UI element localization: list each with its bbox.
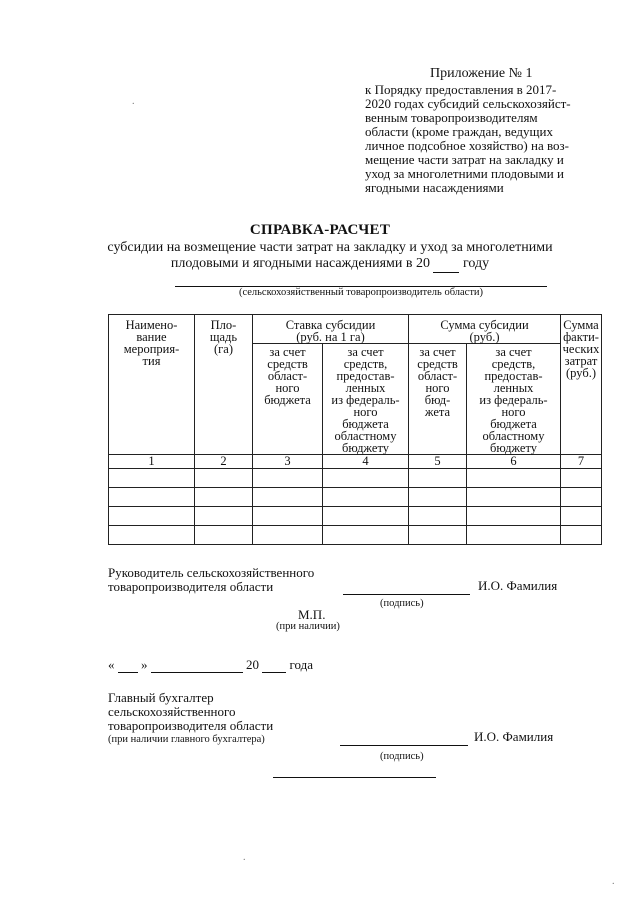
table-cell[interactable] xyxy=(109,469,195,488)
column-number: 1 xyxy=(109,455,195,469)
scan-dot: . xyxy=(612,876,615,887)
table-row xyxy=(109,488,602,507)
column-number: 4 xyxy=(323,455,409,469)
table-row xyxy=(109,469,602,488)
producer-caption: (сельскохозяйственный товаропроизводитель области) xyxy=(238,287,484,298)
table-cell[interactable] xyxy=(253,469,323,488)
subtitle-line-2: плодовыми и ягодными насаждениями в 20 году xyxy=(170,256,490,271)
table-cell[interactable] xyxy=(253,507,323,526)
stamp-label: М.П. xyxy=(298,607,326,622)
table-cell[interactable] xyxy=(195,469,253,488)
column-number: 6 xyxy=(467,455,561,469)
header-rate-regional: за счет средств област- ного бюджета xyxy=(253,344,323,455)
order-line: области (кроме граждан, ведущих xyxy=(365,124,554,139)
table-cell[interactable] xyxy=(109,507,195,526)
table-cell[interactable] xyxy=(467,469,561,488)
bottom-rule xyxy=(273,777,436,778)
header-subsidy-sum: Сумма субсидии (руб.) xyxy=(409,315,561,344)
order-line: личное подсобное хозяйство) на воз- xyxy=(365,138,569,153)
table-cell[interactable] xyxy=(409,469,467,488)
header-sum-federal: за счет средств, предостав- ленных из федераль- ного бюджета областному бюджету xyxy=(467,344,561,455)
accountant-signature-line[interactable] xyxy=(340,745,468,746)
signature-caption: (подпись) xyxy=(380,598,424,609)
column-number: 3 xyxy=(253,455,323,469)
document-title: СПРАВКА-РАСЧЕТ xyxy=(249,222,391,238)
day-blank[interactable] xyxy=(118,658,138,673)
table-cell[interactable] xyxy=(323,488,409,507)
column-number-row xyxy=(109,455,602,469)
table-cell[interactable] xyxy=(561,526,602,545)
table-cell[interactable] xyxy=(467,507,561,526)
calculation-table xyxy=(108,314,602,545)
order-line: ягодными насаждениями xyxy=(365,180,504,195)
table-cell[interactable] xyxy=(109,526,195,545)
table-cell[interactable] xyxy=(561,469,602,488)
head-name: И.О. Фамилия xyxy=(478,578,558,593)
order-line: к Порядку предоставления в 2017- xyxy=(365,82,557,97)
header-rate-federal: за счет средств, предостав- ленных из федераль- ного бюджета областному бюджету xyxy=(323,344,409,455)
column-number: 5 xyxy=(409,455,467,469)
head-title: Руководитель сельскохозяйственного товаропроизводителя области xyxy=(108,565,315,594)
signature-caption-2: (подпись) xyxy=(380,751,424,762)
date-line: « » 20 года xyxy=(108,657,314,672)
scan-dot: . xyxy=(243,852,246,863)
header-subsidy-rate: Ставка субсидии (руб. на 1 га) xyxy=(253,315,409,344)
table-cell[interactable] xyxy=(253,526,323,545)
order-line: уход за многолетними плодовыми и xyxy=(365,166,564,181)
table-cell[interactable] xyxy=(323,507,409,526)
table-cell[interactable] xyxy=(109,488,195,507)
table-row xyxy=(109,507,602,526)
table-cell[interactable] xyxy=(195,488,253,507)
table-cell[interactable] xyxy=(467,488,561,507)
header-actual-costs: Сумма факти- ческих затрат (руб.) xyxy=(561,315,602,455)
month-blank[interactable] xyxy=(151,658,243,673)
table-cell[interactable] xyxy=(195,507,253,526)
order-line: мещение части затрат на закладку и xyxy=(365,152,564,167)
table-cell[interactable] xyxy=(409,507,467,526)
header-area: Пло- щадь (га) xyxy=(195,315,253,455)
order-line: венным товаропроизводителям xyxy=(365,110,538,125)
accountant-title: Главный бухгалтер сельскохозяйственного товаропроизводителя области xyxy=(108,690,274,733)
table-cell[interactable] xyxy=(195,526,253,545)
stamp-note: (при наличии) xyxy=(276,621,340,632)
accountant-note: (при наличии главного бухгалтера) xyxy=(108,734,265,745)
table-cell[interactable] xyxy=(467,526,561,545)
accountant-name: И.О. Фамилия xyxy=(474,729,554,744)
year-blank-date[interactable] xyxy=(262,658,286,673)
order-line: 2020 годах субсидий сельскохозяйст- xyxy=(365,96,571,111)
table-cell[interactable] xyxy=(253,488,323,507)
header-sum-regional: за счет средств област- ного бюд- жета xyxy=(409,344,467,455)
table-row xyxy=(109,526,602,545)
head-signature-line[interactable] xyxy=(343,594,470,595)
table-cell[interactable] xyxy=(409,488,467,507)
header-activity-name: Наимено- вание мероприя- тия xyxy=(109,315,195,455)
table-cell[interactable] xyxy=(409,526,467,545)
scan-dot: . xyxy=(132,96,135,107)
year-blank[interactable] xyxy=(433,256,459,273)
document-subtitle xyxy=(60,240,600,273)
subtitle-line-1: субсидии на возмещение части затрат на закладку и уход за многолетними xyxy=(107,240,553,255)
table-cell[interactable] xyxy=(323,469,409,488)
column-number: 7 xyxy=(561,455,602,469)
table-cell[interactable] xyxy=(561,507,602,526)
table-cell[interactable] xyxy=(323,526,409,545)
order-reference xyxy=(365,83,605,195)
column-number: 2 xyxy=(195,455,253,469)
table-cell[interactable] xyxy=(561,488,602,507)
appendix-label: Приложение № 1 xyxy=(430,66,533,81)
